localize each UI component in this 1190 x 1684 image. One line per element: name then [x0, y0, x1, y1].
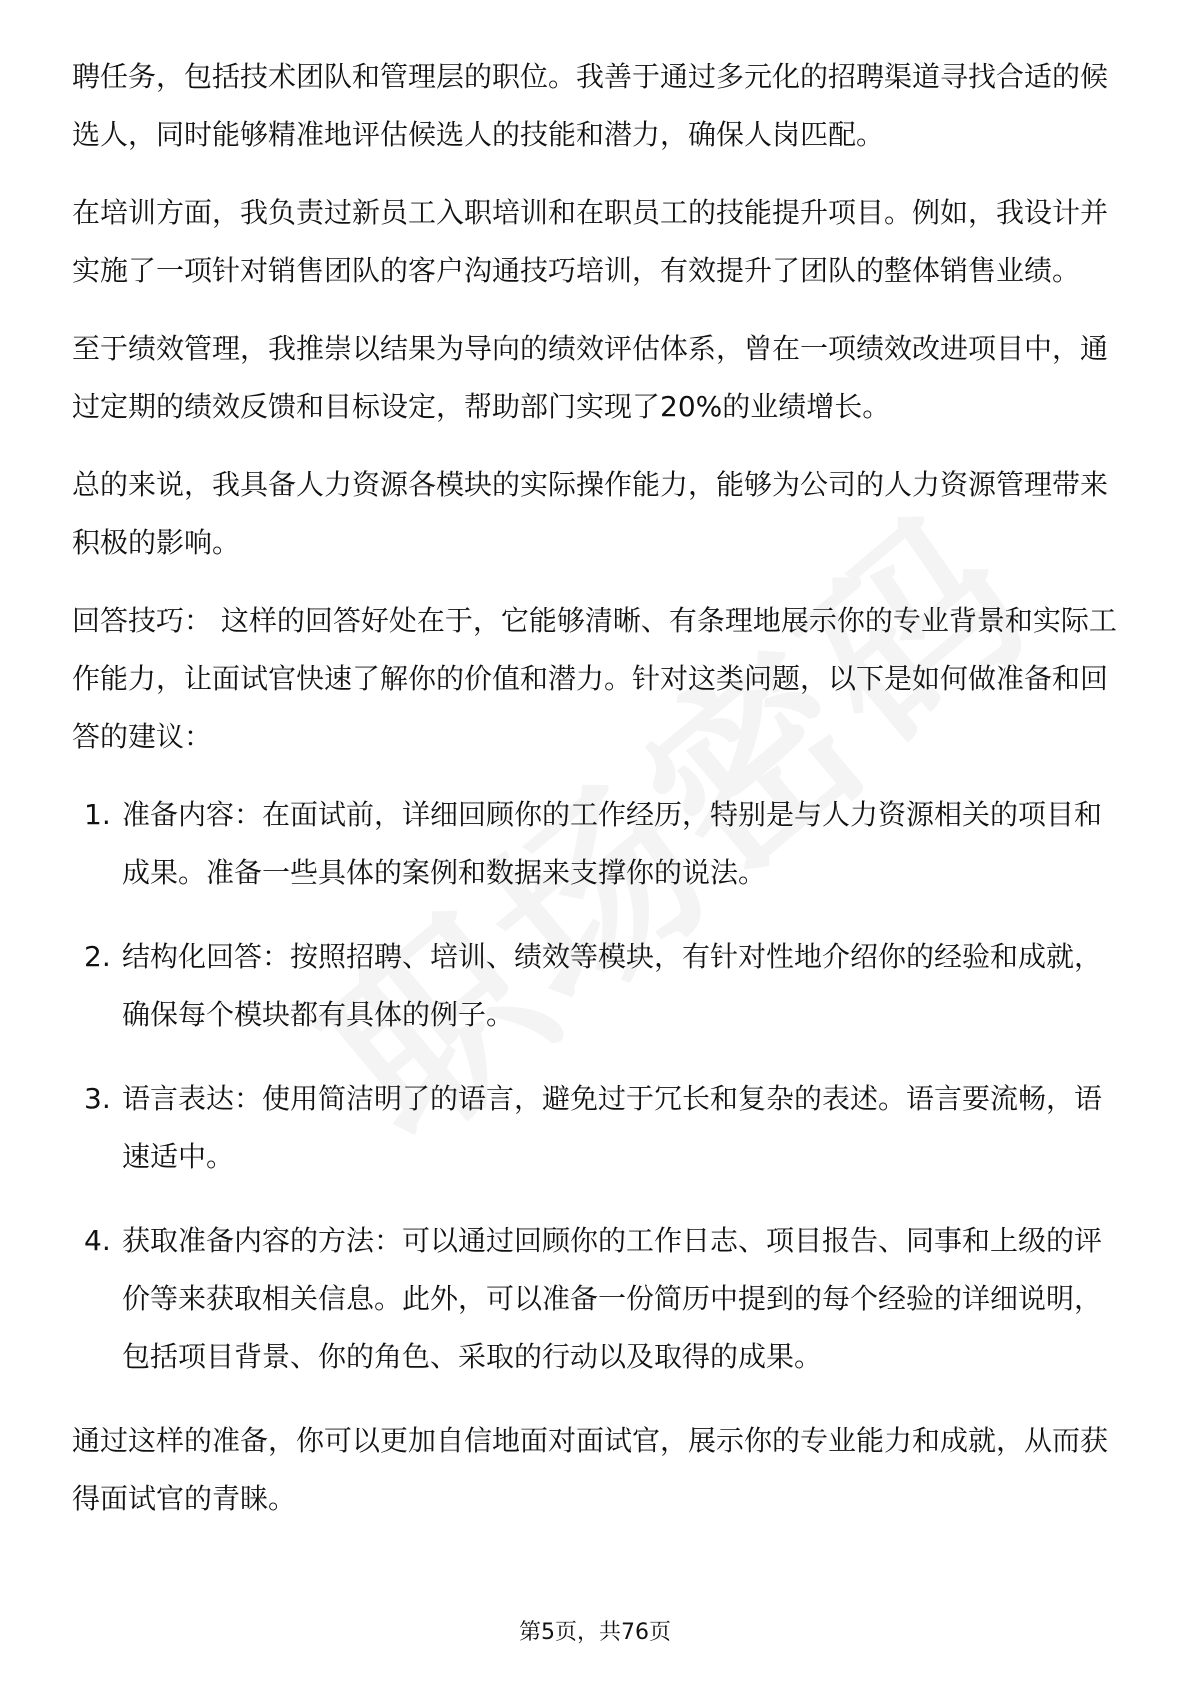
list-item-number: 3.	[84, 1082, 111, 1115]
list-item	[72, 1070, 1118, 1186]
paragraph-performance: 至于绩效管理，我推崇以结果为导向的绩效评估体系，曾在一项绩效改进项目中，通过定期的绩效反馈和目标设定，帮助部门实现了20%的业绩增长。	[72, 332, 1109, 423]
paragraph-training: 在培训方面，我负责过新员工入职培训和在职员工的技能提升项目。例如，我设计并实施了一项针对销售团队的客户沟通技巧培训，有效提升了团队的整体销售业绩。	[72, 196, 1109, 287]
paragraph-summary: 总的来说，我具备人力资源各模块的实际操作能力，能够为公司的人力资源管理带来积极的影响。	[72, 468, 1109, 559]
list-item-number: 2.	[84, 940, 111, 973]
list-item-number: 4.	[84, 1224, 111, 1257]
document-body	[72, 48, 1118, 1548]
list-item	[72, 786, 1118, 902]
paragraph-answer-tips: 回答技巧： 这样的回答好处在于，它能够清晰、有条理地展示你的专业背景和实际工作能力，让面试官快速了解你的价值和潜力。针对这类问题，以下是如何做准备和回答的建议：	[72, 604, 1117, 753]
list-item	[72, 928, 1118, 1044]
list-item-number: 1.	[84, 798, 111, 831]
tips-list	[72, 786, 1118, 1386]
list-item-text: 准备内容：在面试前，详细回顾你的工作经历，特别是与人力资源相关的项目和成果。准备一些具体的案例和数据来支撑你的说法。	[122, 798, 1103, 889]
list-item	[72, 1212, 1118, 1386]
list-item-text: 语言表达：使用简洁明了的语言，避免过于冗长和复杂的表述。语言要流畅，语速适中。	[122, 1082, 1103, 1173]
list-item-text: 获取准备内容的方法：可以通过回顾你的工作日志、项目报告、同事和上级的评价等来获取相关信息。此外，可以准备一份简历中提到的每个经验的详细说明，包括项目背景、你的角色、采取的行动以及取得的成果。	[122, 1224, 1103, 1373]
list-item-text: 结构化回答：按照招聘、培训、绩效等模块，有针对性地介绍你的经验和成就，确保每个模块都有具体的例子。	[122, 940, 1103, 1031]
page-footer: 第5页，共76页	[519, 1620, 671, 1645]
paragraph-recruitment: 聘任务，包括技术团队和管理层的职位。我善于通过多元化的招聘渠道寻找合适的候选人，同时能够精准地评估候选人的技能和潜力，确保人岗匹配。	[72, 60, 1109, 151]
paragraph-closing: 通过这样的准备，你可以更加自信地面对面试官，展示你的专业能力和成就，从而获得面试官的青睐。	[72, 1424, 1109, 1515]
